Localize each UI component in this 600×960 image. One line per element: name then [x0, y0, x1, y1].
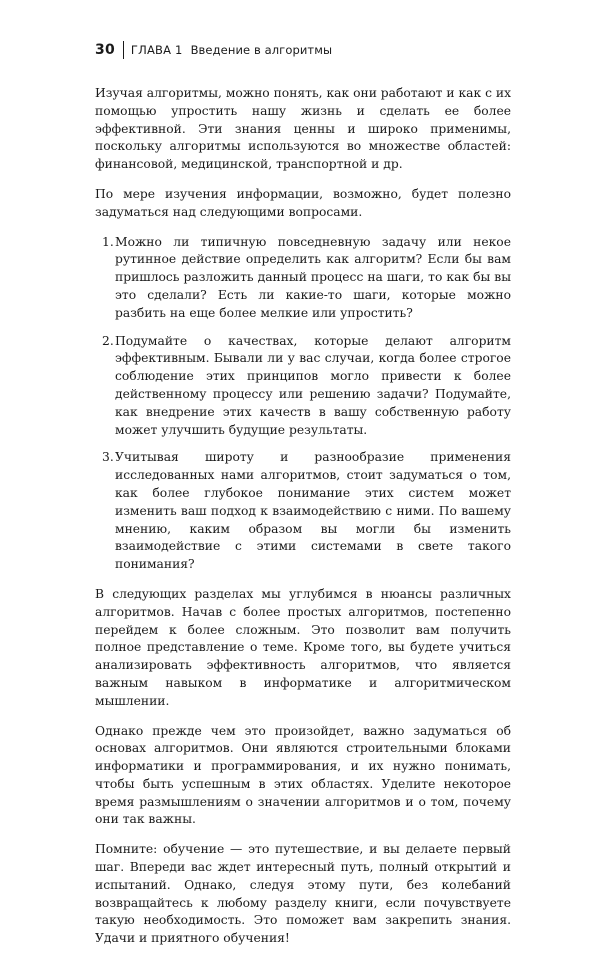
- question-item: [95, 333, 511, 440]
- paragraph-next-sections: В следующих разделах мы углубимся в нюансы различных алгоритмов. Начав с более простых алгоритмов, постепенно перейдем к более сложным. Это позволит вам получить полное представление о теме. Кроме того, вы будете учиться анализировать эффективность алгоритмов, что является важным навыком в информатике и алгоритмическом мышлении.: [95, 586, 511, 708]
- chapter-title: Введение в алгоритмы: [190, 43, 333, 57]
- list-number: 2.: [102, 333, 114, 348]
- header-divider: [123, 41, 124, 59]
- page-body: [95, 85, 511, 960]
- list-number: 1.: [102, 234, 114, 249]
- questions-list: [95, 234, 511, 574]
- list-number: 3.: [102, 450, 114, 465]
- question-text: Учитывая широту и разнообразие применения исследованных нами алгоритмов, стоит задуматься о том, как более глубокое понимание этих систем может изменить ваш подход к взаимодействию с ними. По вашему мнению, каким образом вы могли бы изменить взаимодействие с этими системами в свете такого понимания?: [115, 450, 511, 572]
- question-text: Можно ли типичную повседневную задачу или некое рутинное действие определить как алгоритм? Если бы вам пришлось разложить данный процесс на шаги, то как бы вы это сделали? Есть ли какие-то шаги, которые можно разбить на еще более мелкие или упростить?: [115, 234, 511, 320]
- question-item: [95, 449, 511, 574]
- paragraph-intro: Изучая алгоритмы, можно понять, как они работают и как с их помощью упростить нашу жизнь и сделать ее более эффективной. Эти знания ценны и широко применимы, поскольку алгоритмы используются во множестве областей: финансовой, медицинской, транспортной и др.: [95, 86, 511, 172]
- chapter-label: ГЛАВА 1: [130, 43, 183, 57]
- question-item: [95, 234, 511, 323]
- question-text: Подумайте о качествах, которые делают алгоритм эффективным. Бывали ли у вас случаи, когда более строгое соблюдение этих принципов могло привести к более действенному процессу или решению задачи? Подумайте, как внедрение этих качеств в вашу собственную работу может улучшить будущие результаты.: [115, 333, 511, 437]
- paragraph-fundamentals: Однако прежде чем это произойдет, важно задуматься об основах алгоритмов. Они являются строительными блоками информатики и программирования, и их нужно понимать, чтобы быть успешным в этих областях. Уделите некоторое время размышлениям о значении алгоритмов и о том, почему они так важны.: [95, 723, 511, 827]
- running-header: [95, 38, 332, 62]
- page-number: 30: [95, 42, 115, 58]
- paragraph-closing: Помните: обучение — это путешествие, и вы делаете первый шаг. Впереди вас ждет интересный путь, полный открытий и испытаний. Однако, следуя этому пути, без колебаний возвращайтесь к любому разделу книги, если почувствуете такую необходимость. Это поможет вам закрепить знания. Удачи и приятного обучения!: [95, 842, 511, 946]
- paragraph-questions-lead: По мере изучения информации, возможно, будет полезно задуматься над следующими вопросами.: [95, 186, 511, 219]
